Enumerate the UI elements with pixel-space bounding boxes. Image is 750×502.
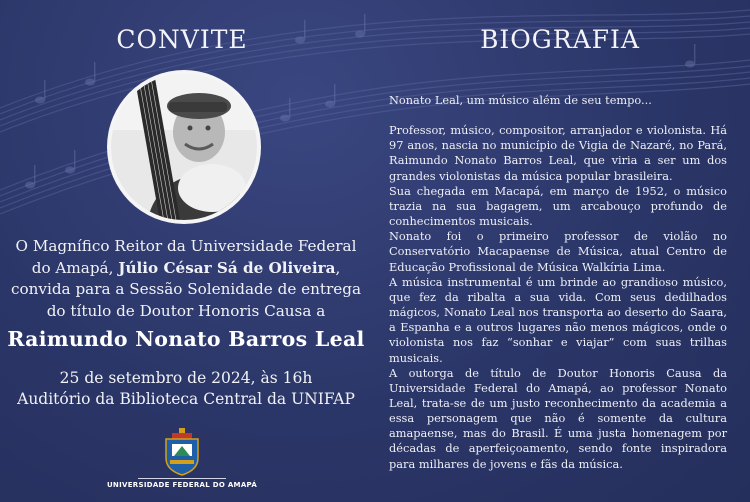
biography-intro: Nonato Leal, um músico além de seu tempo... — [389, 93, 652, 107]
university-crest-icon — [162, 428, 202, 476]
biography-paragraph: Sua chegada em Macapá, em março de 1952, o músico trazia na sua bagagem, um arcabouço profundo de conhecimentos musicais. — [389, 183, 727, 229]
invitation-text — [6, 236, 366, 322]
invitation-panel — [0, 0, 370, 502]
biography-paragraph: Nonato foi o primeiro professor de violão no Conservatório Macapaense de Música, atual Centro de Educação Profissional de Música Walkíria Lima. — [389, 229, 727, 274]
invitation-line: do Amapá, — [31, 258, 119, 277]
divider — [138, 478, 226, 479]
rector-name: Júlio César Sá de Oliveira — [118, 258, 336, 277]
invitation-line: , — [335, 258, 341, 277]
portrait-photo — [107, 70, 261, 224]
biography-paragraph: A música instrumental é um brinde ao grandioso músico, que fez da ribalta a sua vida. Com seus dedilhados mágicos, Nonato Leal nos transporta ao deserto do Saara, a Espanha e a outros lugares não menos mágicos, onde o violonista nos faz “sonhar e viajar” com suas trilhas musicais. — [389, 274, 727, 365]
invitation-line: O Magnífico Reitor da Universidade Federal — [15, 237, 357, 255]
biography-text — [389, 93, 727, 472]
invitation-line: do título de Doutor Honoris Causa a — [46, 301, 326, 320]
event-venue: Auditório da Biblioteca Central da UNIFAP — [17, 390, 355, 408]
event-date: 25 de setembro de 2024, às 16h — [59, 369, 313, 387]
invitation-line: convida para a Sessão Solenidade de entrega — [10, 280, 362, 298]
university-name: UNIVERSIDADE FEDERAL DO AMAPÁ — [106, 481, 258, 489]
biography-paragraph: Professor, músico, compositor, arranjador e violonista. Há 97 anos, nascia no município de Vigia de Nazaré, no Pará, Raimundo Nonato Barros Leal, que viria a ser um dos grandes violonistas da música popular brasileira. — [389, 123, 727, 183]
invitation-heading: CONVITE — [116, 25, 248, 54]
event-details — [4, 368, 368, 410]
biography-heading: BIOGRAFIA — [480, 25, 640, 54]
biography-paragraph: A outorga de título de Doutor Honoris Causa da Universidade Federal do Amapá, ao professor Nonato Leal, trata-se de um justo reconhecimento da academia a essa personagem que não é somente da cultura amapaense, mas do Brasil. É uma justa homenagem por décadas de aperfeiçoamento, sendo fonte inspiradora para milhares de jovens e fãs da música. — [389, 365, 727, 471]
honoree-name: Raimundo Nonato Barros Leal — [7, 327, 365, 351]
